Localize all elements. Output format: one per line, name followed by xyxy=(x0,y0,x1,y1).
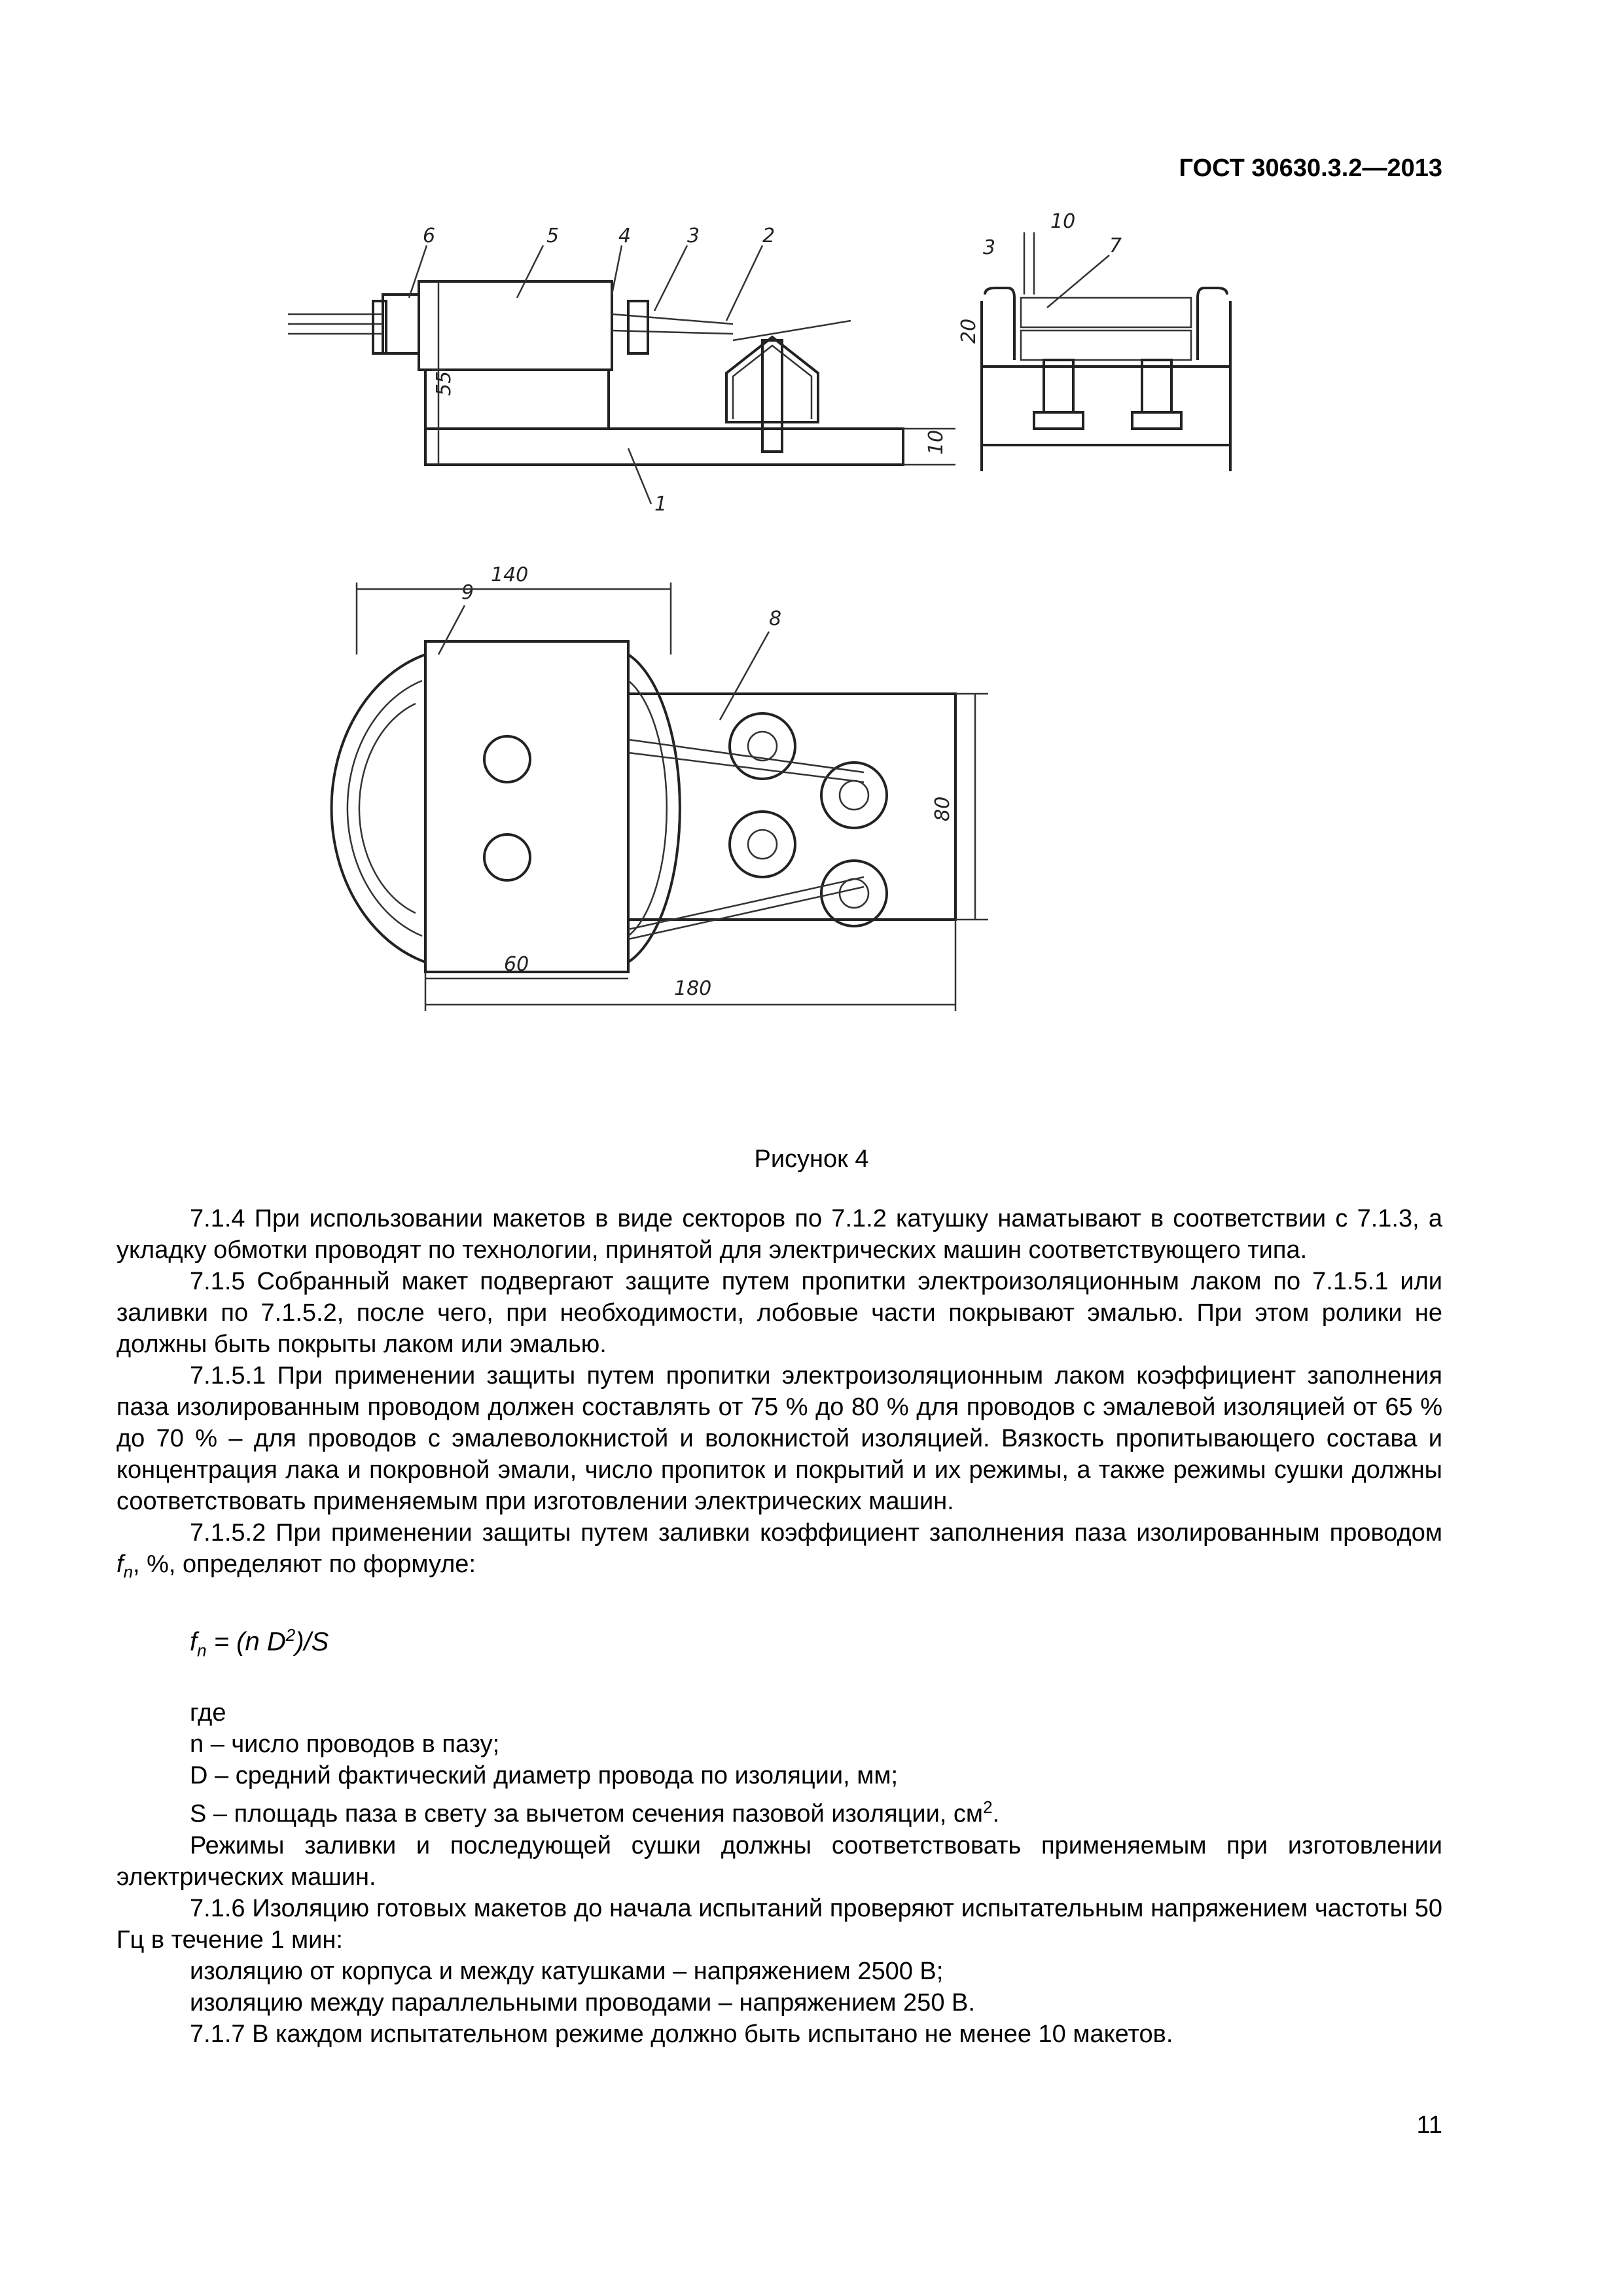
where-label: где xyxy=(190,1698,226,1727)
dim-140: 140 xyxy=(491,564,529,586)
paragraph-modes: Режимы заливки и последующей сушки должны соответствовать применяемым при изготовлении электрических машин. xyxy=(116,1831,1442,1891)
label-2: 2 xyxy=(762,224,776,247)
page-number: 11 xyxy=(1416,2111,1442,2139)
side-view xyxy=(288,281,903,465)
plan-view xyxy=(332,641,955,972)
technical-drawing xyxy=(275,196,1289,1034)
label-5: 5 xyxy=(546,224,560,247)
item-2500v: изоляцию от корпуса и между катушками – напряжением 2500 В; xyxy=(190,1957,944,1985)
figure-caption: Рисунок 4 xyxy=(754,1145,869,1173)
paragraph-7-1-5-1: 7.1.5.1 При применении защиты путем пропитки электроизоляционным лаком коэффициент заполнения паза изолированным проводом должен составлять от 75 % до 80 % для проводов с эмалевой изоляцией от 65 % до 70 % – для проводов с эмалеволокнистой и волокнистой изоляцией. Вязкость пропитывающего состава и концентрация лака и покровной эмали, число пропиток и покрытий и их режимы, а также режимы сушки должны соответствовать применяемым при изготовлении электрических машин. xyxy=(116,1362,1442,1515)
def-d: D – средний фактический диаметр провода по изоляции, мм; xyxy=(190,1761,899,1789)
label-7: 7 xyxy=(1109,234,1122,257)
def-n: n – число проводов в пазу; xyxy=(190,1730,500,1758)
paragraph-7-1-6: 7.1.6 Изоляцию готовых макетов до начала испытаний проверяют испытательным напряжением частоты 50 Гц в течение 1 мин: xyxy=(116,1894,1442,1954)
dim-180: 180 xyxy=(674,977,712,1000)
label-6: 6 xyxy=(423,224,436,247)
paragraph-7-1-5: 7.1.5 Собранный макет подвергают защите путем пропитки электроизоляционным лаком по 7.1.5.1 или заливки по 7.1.5.2, после чего, при необходимости, лобовые части покрывают эмалью. При этом ролики не должны быть покрыты лаком или эмалью. xyxy=(116,1268,1442,1358)
dim-3: 3 xyxy=(983,236,996,259)
def-s: S – площадь паза в свету за вычетом сечения пазовой изоляции, $см^2$. xyxy=(190,1797,1000,1828)
dim-10-side: 10 xyxy=(925,429,948,455)
paragraph-7-1-4: 7.1.4 При использовании макетов в виде секторов по 7.1.2 катушку наматывают в соответствии с 7.1.3, а укладку обмотки проводят по технологии, принятой для электрических машин соответствующего типа. xyxy=(116,1205,1442,1264)
paragraph-7-1-7: 7.1.7 В каждом испытательном режиме должно быть испытано не менее 10 макетов. xyxy=(190,2020,1173,2048)
label-8: 8 xyxy=(769,607,782,630)
section-view xyxy=(982,288,1230,471)
label-4: 4 xyxy=(618,224,632,247)
label-9: 9 xyxy=(461,581,474,604)
label-3: 3 xyxy=(687,224,700,247)
body-text xyxy=(116,1203,1442,2050)
formula: $f_n = (n$ $D^2)/S$ xyxy=(190,1624,329,1660)
paragraph-7-1-5-2: 7.1.5.2 При применении защиты путем заливки коэффициент заполнения паза изолированным проводом $f_n$, %, определяют по формуле: xyxy=(116,1519,1442,1582)
dim-55: 55 xyxy=(433,370,455,396)
dim-60: 60 xyxy=(504,953,529,976)
dim-20: 20 xyxy=(957,318,980,344)
item-250v: изоляцию между параллельными проводами – напряжением 250 В. xyxy=(190,1988,975,2017)
dim-80: 80 xyxy=(931,796,954,821)
label-1: 1 xyxy=(654,493,668,516)
document-header: ГОСТ 30630.3.2—2013 xyxy=(1179,154,1442,182)
dim-10-top: 10 xyxy=(1050,210,1076,233)
